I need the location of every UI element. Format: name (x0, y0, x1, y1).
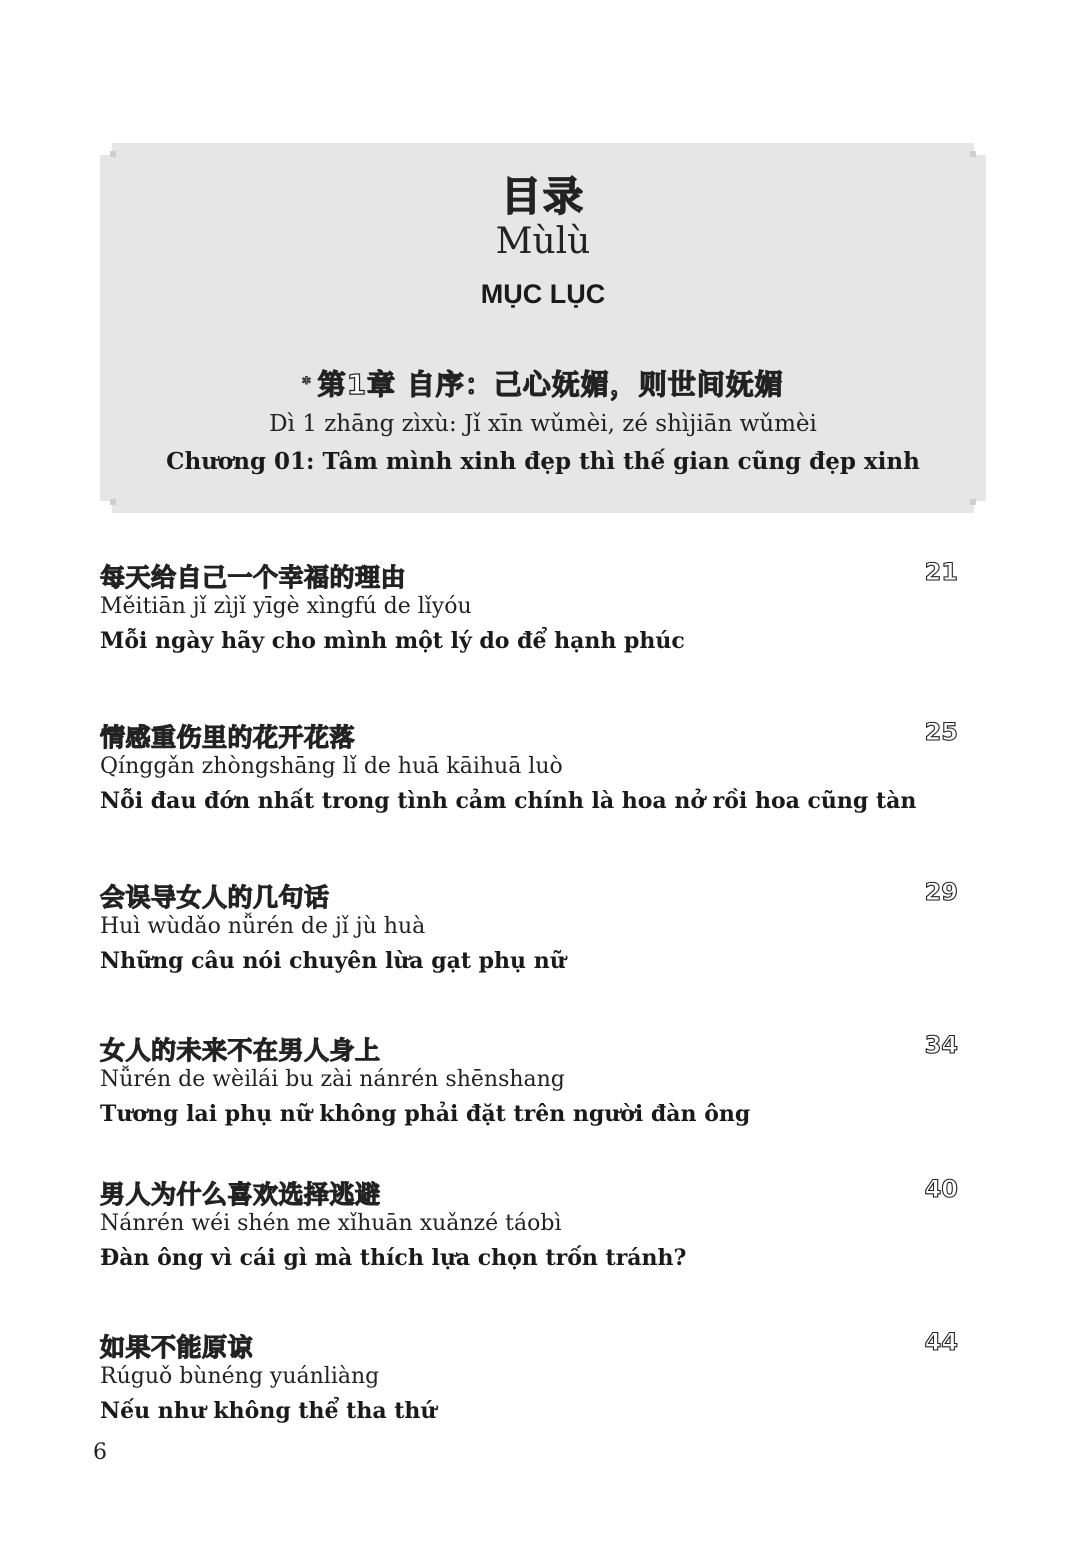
entry-title-pinyin: Nǚrén de wèilái bu zài nánrén shēnshang (100, 1067, 565, 1092)
panel-ornament-top-left (110, 151, 116, 157)
entry-title-pinyin: Nánrén wéi shén me xǐhuān xuǎnzé táobì (100, 1211, 562, 1236)
toc-entry[interactable] (100, 718, 960, 878)
toc-entry-list (100, 558, 960, 1448)
chapter-title-vietnamese: Chương 01: Tâm mình xinh đẹp thì thế gian cũng đẹp xinh (166, 448, 920, 475)
entry-title-chinese: 情感重伤里的花开花落 (100, 723, 356, 752)
entry-title-vietnamese: Nỗi đau đớn nhất trong tình cảm chính là hoa nở rồi hoa cũng tàn (100, 788, 917, 814)
entry-title-vietnamese: Những câu nói chuyên lừa gạt phụ nữ (100, 948, 566, 974)
toc-entry[interactable] (100, 558, 960, 718)
footer-page-number: 6 (93, 1440, 107, 1465)
entry-page-number: 40 (924, 1175, 958, 1203)
entry-title-chinese: 男人为什么喜欢选择逃避 (100, 1180, 381, 1209)
toc-title-pinyin: Mùlù (495, 221, 591, 262)
entry-page-number: 25 (924, 718, 958, 746)
entry-title-pinyin: Rúguǒ bùnéng yuánliàng (100, 1364, 380, 1389)
entry-title-chinese: 每天给自己一个幸福的理由 (100, 563, 407, 592)
entry-title-vietnamese: Nếu như không thể tha thứ (100, 1398, 437, 1424)
toc-title-chinese: 目录 (501, 174, 585, 220)
entry-title-vietnamese: Tương lai phụ nữ không phải đặt trên người đàn ông (100, 1101, 751, 1127)
entry-title-chinese: 如果不能原谅 (100, 1333, 254, 1362)
toc-entry[interactable] (100, 1175, 960, 1328)
toc-entry[interactable] (100, 1328, 960, 1448)
star-icon: * (302, 373, 312, 392)
panel-ornament-bottom-left (110, 499, 116, 505)
entry-page-number: 29 (924, 878, 958, 906)
toc-entry[interactable] (100, 878, 960, 1031)
entry-title-chinese: 会误导女人的几句话 (100, 883, 330, 912)
entry-page-number: 34 (924, 1031, 958, 1059)
entry-page-number: 21 (924, 558, 958, 586)
chapter-title-pinyin: Dì 1 zhāng zìxù: Jǐ xīn wǔmèi, zé shìjiān wǔmèi (269, 411, 817, 437)
entry-title-vietnamese: Đàn ông vì cái gì mà thích lựa chọn trốn tránh? (100, 1245, 687, 1271)
entry-title-pinyin: Měitiān jǐ zìjǐ yīgè xìngfú de lǐyóu (100, 594, 472, 619)
chapter-title-chinese-text: 第1章 自序：己心妩媚，则世间妩媚 (317, 368, 784, 401)
entry-title-pinyin: Qínggǎn zhòngshāng lǐ de huā kāihuā luò (100, 754, 563, 779)
entry-title-pinyin: Huì wùdǎo nǚrén de jǐ jù huà (100, 914, 426, 939)
entry-title-chinese: 女人的未来不在男人身上 (100, 1036, 381, 1065)
toc-header-panel (100, 143, 986, 513)
entry-page-number: 44 (924, 1328, 958, 1356)
toc-title-vietnamese: MỤC LỤC (480, 279, 606, 309)
panel-ornament-top-right (970, 151, 976, 157)
panel-ornament-bottom-right (970, 499, 976, 505)
toc-entry[interactable] (100, 1031, 960, 1175)
chapter-title-chinese (100, 363, 986, 403)
entry-title-vietnamese: Mỗi ngày hãy cho mình một lý do để hạnh phúc (100, 628, 685, 654)
